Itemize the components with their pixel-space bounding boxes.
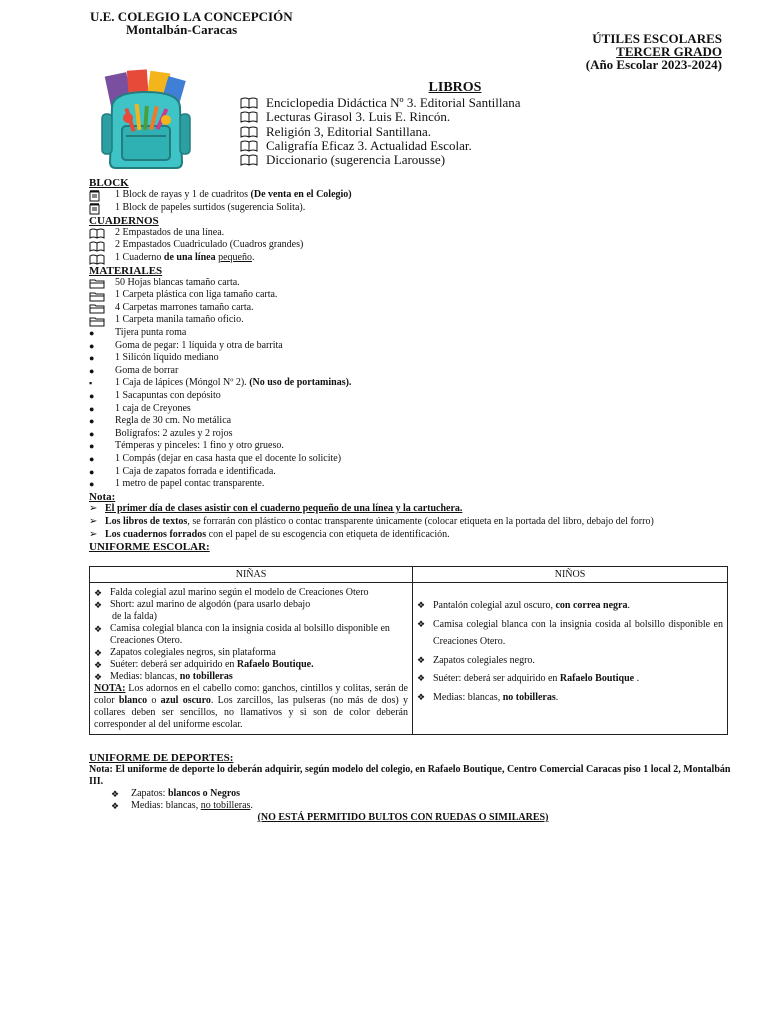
book-item <box>240 139 550 153</box>
material-text: 1 caja de Creyones <box>115 402 191 414</box>
boys-pants-end: . <box>627 600 630 611</box>
notebook-item-size: pequeño <box>218 252 252 264</box>
list-item <box>89 415 725 428</box>
material-text: 1 Carpeta manila tamaño oficio. <box>115 314 244 326</box>
list-item <box>89 403 725 416</box>
girls-shorts-note: de la falda) <box>112 611 157 622</box>
bullet-items <box>89 327 725 377</box>
material-text: Regla de 30 cm. No metálica <box>115 415 232 427</box>
bullet-icon: ● <box>89 391 95 401</box>
list-item <box>89 377 725 390</box>
supplies-list <box>89 177 725 553</box>
book-item <box>240 153 550 167</box>
list-title: ÚTILES ESCOLARES <box>592 31 722 46</box>
list-item <box>89 800 739 812</box>
list-item <box>89 277 725 290</box>
list-item <box>89 314 725 327</box>
final-warning: (NO ESTÁ PERMITIDO BULTOS CON RUEDAS O SIMILARES) <box>257 812 549 823</box>
book-item <box>240 96 550 110</box>
bullet-icon: ● <box>89 403 95 414</box>
note-item <box>89 503 725 516</box>
sports-uniform-title: UNIFORME DE DEPORTES: <box>89 752 234 764</box>
folder-icon <box>89 289 115 302</box>
sports-socks-end: . <box>250 800 253 811</box>
folder-icon <box>89 277 115 290</box>
list-item <box>417 597 723 615</box>
material-text: 1 Carpeta plástica con liga tamaño carta. <box>115 289 278 301</box>
list-item <box>89 252 725 265</box>
boys-shirt: Camisa colegial blanca con la insignia cosida al bolsillo disponible en Creaciones Otero. <box>433 618 723 647</box>
list-item <box>89 466 725 479</box>
material-text: 1 Compás (dejar en casa hasta que el docente lo solicite) <box>115 452 342 464</box>
books-title: LIBROS <box>428 80 482 95</box>
open-book-icon <box>240 140 266 152</box>
list-item <box>89 340 725 353</box>
diamond-bullet-icon: ❖ <box>94 600 103 610</box>
arrow-bullet-icon: ➢ <box>89 515 98 527</box>
open-book-icon <box>89 252 115 265</box>
diamond-bullet-icon: ❖ <box>111 789 120 799</box>
open-book-icon <box>240 126 266 138</box>
list-item <box>89 428 725 441</box>
bullet-icon: ● <box>89 453 95 464</box>
girls-note-label: NOTA: <box>94 683 126 694</box>
material-text: 50 Hojas blancas tamaño carta. <box>115 276 240 288</box>
material-text: 1 Sacapuntas con depósito <box>115 390 221 401</box>
list-item <box>89 289 725 302</box>
girls-sweater: Suéter: deberá ser adquirido en <box>110 659 237 670</box>
material-text: 1 metro de papel contac transparente. <box>115 478 265 490</box>
uniform-table <box>89 566 728 735</box>
girls-shorts: Short: azul marino de algodón (para usarlo debajo <box>110 599 311 610</box>
book-title: Lecturas Girasol 3. Luis E. Rincón. <box>266 109 451 125</box>
girls-note <box>94 683 408 731</box>
boys-socks-note: no tobilleras <box>502 691 556 703</box>
bullet-icon: ● <box>89 328 95 339</box>
note-text: , se forrarán con plástico o contac transparente únicamente (colocar etiqueta en la portada del libro, debajo del forro) <box>187 515 654 527</box>
column-header-boys: NIÑOS <box>413 567 728 583</box>
girls-sweater-store: Rafaelo Boutique. <box>236 659 314 670</box>
list-item <box>417 670 723 688</box>
notebook-item-end: . <box>251 252 255 264</box>
note-emphasis: Los libros de textos <box>105 515 188 527</box>
boys-shoes: Zapatos colegiales negro. <box>433 654 535 666</box>
column-header-girls: NIÑAS <box>90 567 413 583</box>
bullet-items <box>89 390 725 491</box>
open-book-icon <box>89 239 115 252</box>
notepad-icon <box>89 202 115 215</box>
girls-shoes: Zapatos colegiales negros, sin plataforma <box>110 647 276 658</box>
books-section <box>240 80 550 167</box>
book-title: Diccionario (sugerencia Larousse) <box>266 152 446 168</box>
boys-uniform-cell <box>413 583 728 735</box>
uniform-title: UNIFORME ESCOLAR: <box>89 541 210 554</box>
block-item-note: (De venta en el Colegio) <box>250 189 352 200</box>
material-text: 1 Silicón líquido mediano <box>115 352 219 364</box>
boys-pants-belt: con correa negra <box>555 600 628 611</box>
list-item <box>89 453 725 466</box>
diamond-bullet-icon: ❖ <box>111 801 120 811</box>
school-year: (Año Escolar 2023-2024) <box>585 57 722 72</box>
open-book-icon <box>240 154 266 166</box>
materials-title: MATERIALES <box>89 264 163 277</box>
block-item-text: 1 Block de papeles surtidos (sugerencia Solita). <box>115 201 306 213</box>
folder-icon <box>89 302 115 315</box>
boys-socks: Medias: blancas, <box>433 691 503 703</box>
book-item <box>240 110 550 124</box>
notebook-item-text: 2 Empastados de una línea. <box>115 226 225 238</box>
note-item <box>89 529 725 542</box>
diamond-bullet-icon: ❖ <box>94 648 103 658</box>
diamond-bullet-icon: ❖ <box>94 672 103 682</box>
bullet-icon: ● <box>89 441 95 452</box>
material-text: Bolígrafos: 2 azules y 2 rojos <box>115 427 233 439</box>
school-name: U.E. COLEGIO LA CONCEPCIÓN <box>90 9 293 24</box>
diamond-bullet-icon: ❖ <box>417 600 426 610</box>
material-text: 1 Caja de zapatos forrada e identificada. <box>115 465 276 477</box>
folder-icon <box>89 314 115 327</box>
sports-uniform-note: Nota: El uniforme de deporte lo deberán adquirir, según modelo del colegio, en Rafaelo Boutique, Centro Comercial Caracas piso 1 local 2, Montalbán III. <box>89 764 731 787</box>
list-item <box>89 478 725 491</box>
sports-shoes-color: blancos o Negros <box>167 788 240 799</box>
list-item <box>94 647 408 659</box>
list-item <box>89 202 725 215</box>
list-item <box>89 227 725 240</box>
list-item <box>89 352 725 365</box>
bullet-icon: ● <box>89 479 95 490</box>
list-item <box>417 616 723 651</box>
list-item <box>89 302 725 315</box>
books-list <box>240 96 550 167</box>
diamond-bullet-icon: ❖ <box>417 618 426 629</box>
boys-sweater-end: . <box>634 673 640 684</box>
bullet-icon: ● <box>89 365 95 376</box>
school-location: Montalbán-Caracas <box>126 22 238 37</box>
block-item-text: 1 Block de rayas y 1 de cuadritos <box>115 189 251 200</box>
boys-pants: Pantalón colegial azul oscuro, <box>433 600 556 611</box>
diamond-bullet-icon: ❖ <box>417 654 426 665</box>
open-book-icon <box>240 111 266 123</box>
block-title: BLOCK <box>89 177 129 189</box>
notebook-item-text: 1 Cuaderno <box>115 252 164 264</box>
list-item <box>89 440 725 453</box>
diamond-bullet-icon: ❖ <box>417 691 426 702</box>
notebooks-title: CUADERNOS <box>89 214 159 227</box>
arrow-bullet-icon: ➢ <box>89 528 98 540</box>
list-header <box>586 32 722 71</box>
book-title: Enciclopedia Didáctica Nº 3. Editorial Santillana <box>266 95 521 110</box>
material-text: Goma de borrar <box>115 364 179 376</box>
list-item <box>89 390 725 403</box>
diamond-bullet-icon: ❖ <box>94 588 103 598</box>
material-text: Témperas y pinceles: 1 fino y otro grueso. <box>115 440 284 452</box>
diamond-bullet-icon: ❖ <box>94 660 103 670</box>
note-emphasis: Los cuadernos forrados <box>105 528 207 540</box>
boys-socks-end: . <box>555 691 559 703</box>
note-title: Nota: <box>89 490 116 503</box>
list-item <box>89 189 725 202</box>
bullet-icon: ● <box>89 428 95 439</box>
diamond-bullet-icon: ❖ <box>94 624 103 634</box>
book-title: Caligrafía Eficaz 3. Actualidad Escolar. <box>266 137 472 153</box>
pencils-text: 1 Caja de lápices (Móngol Nº 2). <box>115 377 250 389</box>
open-book-icon <box>89 227 115 240</box>
list-item <box>94 659 408 671</box>
boys-sweater: Suéter: deberá ser adquirido en <box>433 673 560 684</box>
book-item <box>240 125 550 139</box>
girls-socks-note: no tobilleras <box>179 671 233 682</box>
book-title: Religión 3, Editorial Santillana. <box>266 123 432 139</box>
material-text: Tijera punta roma <box>115 327 187 339</box>
girls-shirt: Camisa colegial blanca con la insignia cosida al bolsillo disponible en Creaciones Otero. <box>110 623 390 646</box>
square-bullet-icon: ▪ <box>89 378 93 389</box>
bullet-icon: ● <box>89 353 95 364</box>
material-text: 4 Carpetas marrones tamaño carta. <box>115 301 254 313</box>
bullet-icon: ● <box>89 466 95 477</box>
sports-uniform-section <box>89 752 739 812</box>
notepad-icon <box>89 189 115 202</box>
list-item <box>89 365 725 378</box>
notebook-item-emphasis: de una línea <box>163 252 216 264</box>
school-header <box>90 10 293 36</box>
arrow-bullet-icon: ➢ <box>89 503 98 515</box>
list-item <box>94 623 408 647</box>
list-item <box>417 689 723 707</box>
grade-title: TERCER GRADO <box>616 44 722 59</box>
material-text: Goma de pegar: 1 líquida y otra de barrita <box>115 339 283 351</box>
notebook-item-text: 2 Empastados Cuadriculado (Cuadros grandes) <box>115 239 304 251</box>
list-item <box>94 671 408 683</box>
backpack-icon <box>98 68 194 172</box>
list-item <box>89 327 725 340</box>
folder-items <box>89 277 725 327</box>
pencils-note: (No uso de portaminas). <box>249 377 352 389</box>
girls-note-text: Los adornos en el cabello como: ganchos, cintillos y colitas, serán de color <box>94 683 408 706</box>
list-item <box>89 239 725 252</box>
girls-note-blue: azul oscuro <box>160 695 211 706</box>
note-item <box>89 516 725 529</box>
bullet-icon: ● <box>89 340 95 351</box>
boys-sweater-store: Rafaelo Boutique <box>559 673 635 684</box>
girls-note-text: . Los zarcillos, las pulseras (no más de dos) y collares deben ser sencillos, no llamativos y si son de color deberán corresponder al del uniforme escolar. <box>94 695 409 730</box>
girls-note-or: o <box>147 695 161 706</box>
open-book-icon <box>240 97 266 109</box>
bullet-icon: ● <box>89 416 95 427</box>
list-item <box>417 652 723 670</box>
sports-socks-note: no tobilleras <box>200 800 251 811</box>
girls-socks: Medias: blancas, <box>110 671 180 682</box>
list-item <box>89 788 739 800</box>
girls-uniform-cell <box>90 583 413 735</box>
girls-skirt: Falda colegial azul marino según el modelo de Creaciones Otero <box>110 587 369 598</box>
girls-note-white: blanco <box>118 695 148 706</box>
note-text: El primer día de clases asistir con el cuaderno pequeño de una línea y la cartuchera. <box>105 503 463 515</box>
note-text: con el papel de su escogencia con etiqueta de identificación. <box>206 528 450 540</box>
sports-socks: Medias: blancas, <box>131 800 201 811</box>
list-item <box>94 587 408 599</box>
sports-shoes: Zapatos: <box>131 788 168 799</box>
diamond-bullet-icon: ❖ <box>417 673 426 683</box>
list-item <box>94 599 408 623</box>
